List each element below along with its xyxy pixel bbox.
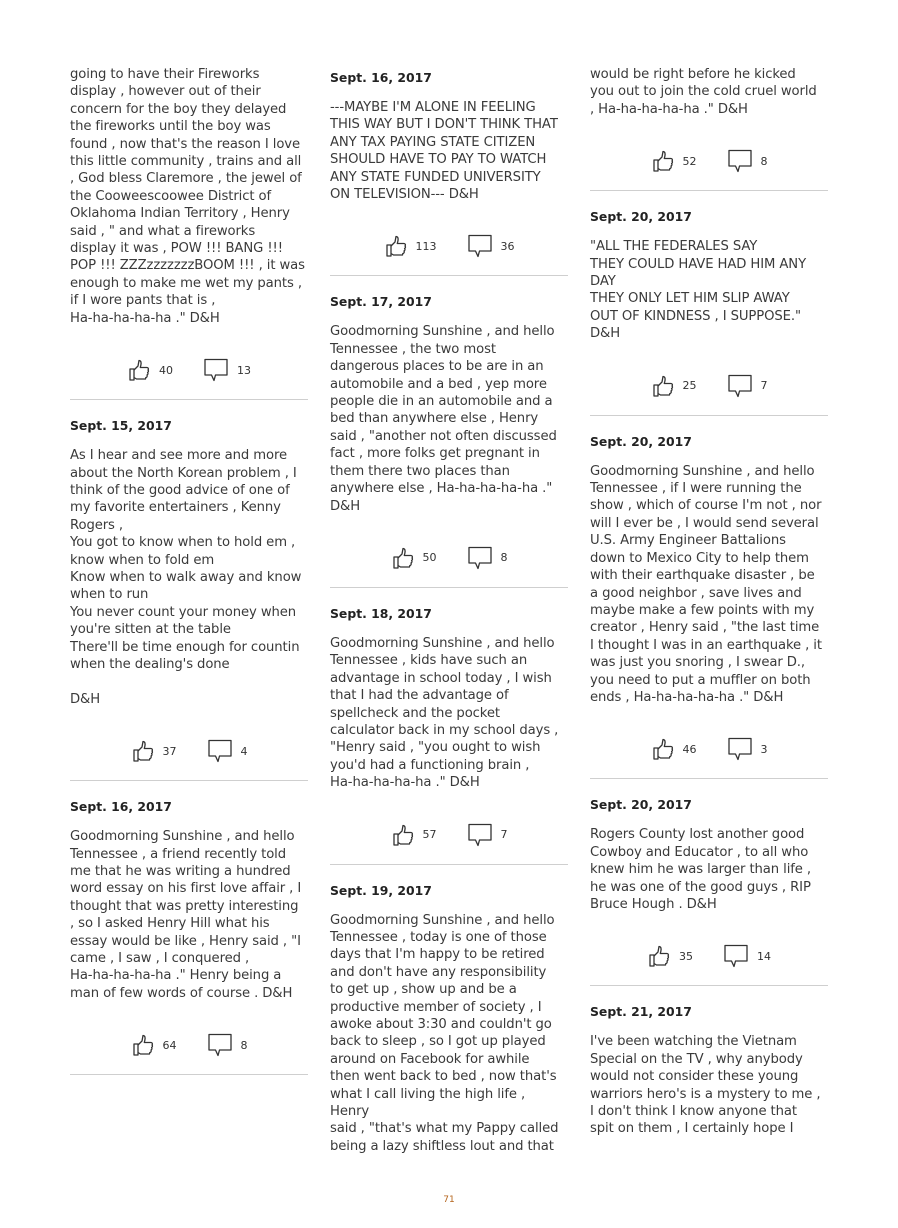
like-count-value: 37 bbox=[162, 744, 177, 758]
post-reactions bbox=[330, 533, 568, 588]
column-1 bbox=[70, 66, 308, 1075]
post-text: Goodmorning Sunshine , and hello Tennessee , the two most dangerous places to be are in an automobile and a bed , yep more people die in an automobile and a bed than anywhere else , Henry said , "another not often discussed fact , more folks get pregnant in them there two places than anywhere else , Ha-ha-ha-ha-ha ." D&H bbox=[330, 324, 557, 514]
post-text: ---MAYBE I'M ALONE IN FEELING THIS WAY BUT I DON'T THINK THAT ANY TAX PAYING STATE CITIZEN SHOULD HAVE TO PAY TO WATCH ANY STATE FUNDED UNIVERSITY ON TELEVISION--- D&H bbox=[330, 100, 558, 203]
post bbox=[330, 294, 568, 587]
comment-count[interactable] bbox=[207, 1032, 248, 1058]
like-count-value: 113 bbox=[415, 239, 437, 253]
post-text: Goodmorning Sunshine , and hello Tennessee , today is one of those days that I'm happy to be retired and don't have any responsibility to get up , show up and be a productive member of society , I awoke about 3:30 and couldn't go back to sleep , so I got up played around on Facebook for awhile then went back to bed , now that's what I call living the high life , Henry said , "that's what my Pappy called being a lazy shiftless lout and that bbox=[330, 912, 559, 1154]
comment-bubble-icon[interactable] bbox=[207, 1032, 233, 1058]
like-count[interactable] bbox=[391, 546, 437, 570]
like-count-value: 50 bbox=[422, 551, 437, 565]
post bbox=[590, 797, 828, 986]
comment-count[interactable] bbox=[727, 148, 768, 174]
comment-bubble-icon[interactable] bbox=[203, 357, 229, 383]
post-continued bbox=[590, 66, 828, 191]
like-count[interactable] bbox=[651, 374, 697, 398]
comment-count-value: 7 bbox=[500, 828, 508, 842]
thumbs-up-icon[interactable] bbox=[651, 149, 675, 173]
post-date: Sept. 16, 2017 bbox=[330, 70, 432, 85]
like-count-value: 57 bbox=[422, 828, 437, 842]
post-text: would be right before he kicked you out to join the cold cruel world , Ha-ha-ha-ha-ha ." D&H bbox=[590, 67, 817, 117]
like-count-value: 46 bbox=[682, 742, 697, 756]
comment-bubble-icon[interactable] bbox=[727, 373, 753, 399]
like-count-value: 64 bbox=[162, 1038, 177, 1052]
comment-count-value: 8 bbox=[760, 154, 768, 168]
like-count[interactable] bbox=[384, 234, 437, 258]
post-date: Sept. 21, 2017 bbox=[590, 1004, 692, 1020]
like-count-value: 40 bbox=[159, 363, 173, 377]
like-count-value: 25 bbox=[682, 379, 697, 393]
column-2 bbox=[330, 66, 568, 1155]
post-reactions bbox=[70, 345, 308, 400]
post bbox=[590, 1004, 828, 1137]
post bbox=[70, 799, 308, 1075]
thumbs-up-icon[interactable] bbox=[647, 944, 671, 968]
post-text: Goodmorning Sunshine , and hello Tennessee , if I were running the show , which of course I'm not , nor will I ever be , I would send several U.S. Army Engineer Battalions down to Mexico City to help them with their earthquake disaster , be a good neighbor , save lives and maybe make a few points with my creator , Henry said , "the last time I thought I was in an earthquake , it was just you snoring , I swear D., you need to put a muffler on both ends , Ha-ha-ha-ha-ha ." D&H bbox=[590, 463, 822, 705]
comment-count-value: 14 bbox=[757, 949, 771, 963]
like-count-value: 35 bbox=[679, 949, 693, 963]
comment-count-value: 8 bbox=[240, 1038, 248, 1052]
comment-count[interactable] bbox=[203, 357, 251, 383]
post-reactions bbox=[70, 726, 308, 781]
comment-count[interactable] bbox=[207, 738, 248, 764]
post-text: Goodmorning Sunshine , and hello Tennessee , kids have such an advantage in school today , I wish that I had the advantage of spellcheck and the pocket calculator back in my school days , "Henry said , "you ought to wish you'd had a functioning brain , Ha-ha-ha-ha-ha ." D&H bbox=[330, 635, 559, 791]
comment-count[interactable] bbox=[467, 233, 515, 259]
thumbs-up-icon[interactable] bbox=[391, 823, 415, 847]
thumbs-up-icon[interactable] bbox=[651, 737, 675, 761]
post-date: Sept. 18, 2017 bbox=[330, 605, 432, 621]
post-reactions bbox=[590, 361, 828, 416]
post-text: going to have their Fireworks display , however out of their concern for the boy they delayed the fireworks until the boy was found , now that's the reason I love this little community , trains and all , God bless Claremore , the jewel of the Cooweescoowee District of Oklahoma Indian Territory , Henry said , " and what a fireworks display it was , POW !!! BANG !!! POP !!! ZZZzzzzzzzBOOM !!! , it was enough to make me wet my pants , if I wore pants that is , Ha-ha-ha-ha-ha ." D&H bbox=[70, 67, 305, 326]
like-count-value: 52 bbox=[682, 154, 697, 168]
post bbox=[330, 883, 568, 1156]
post-reactions bbox=[330, 221, 568, 276]
comment-bubble-icon[interactable] bbox=[727, 148, 753, 174]
post-reactions bbox=[590, 136, 828, 191]
post-text: As I hear and see more and more about the North Korean problem , I think of the good advice of one of my favorite entertainers , Kenny Rogers , You got to know when to hold em , know when to fold em Know when to walk away and know when to run You never count your money when you're sitten at the table There'll be time enough for countin when the dealing's done D&H bbox=[70, 448, 302, 707]
like-count[interactable] bbox=[651, 737, 697, 761]
post-text: I've been watching the Vietnam Special on the TV , why anybody would not consider these young warriors hero's is a mystery to me , I don't think I know anyone that spit on them , I certainly hope I bbox=[590, 1034, 821, 1137]
thumbs-up-icon[interactable] bbox=[127, 358, 151, 382]
comment-bubble-icon[interactable] bbox=[467, 822, 493, 848]
post-continued bbox=[70, 66, 308, 400]
post-date: Sept. 19, 2017 bbox=[330, 882, 432, 898]
comment-count-value: 7 bbox=[760, 379, 768, 393]
comment-count-value: 8 bbox=[500, 551, 508, 565]
comment-count[interactable] bbox=[727, 736, 768, 762]
post-text: Goodmorning Sunshine , and hello Tennessee , a friend recently told me that he was writing a hundred word essay on his first love affair , I thought that was pretty interesting , so I asked Henry Hill what his essay would be like , Henry said , "I came , I saw , I conquered , Ha-ha-ha-ha-ha ." Henry being a man of few words of course . D&H bbox=[70, 829, 302, 1001]
comment-bubble-icon[interactable] bbox=[467, 233, 493, 259]
post bbox=[70, 418, 308, 781]
thumbs-up-icon[interactable] bbox=[651, 374, 675, 398]
post-reactions bbox=[590, 931, 828, 986]
post-date: Sept. 20, 2017 bbox=[590, 433, 692, 449]
post-reactions bbox=[590, 724, 828, 779]
comment-count-value: 3 bbox=[760, 742, 768, 756]
comment-count-value: 4 bbox=[240, 744, 248, 758]
like-count[interactable] bbox=[127, 358, 173, 382]
post-date: Sept. 20, 2017 bbox=[590, 797, 692, 813]
comment-count[interactable] bbox=[723, 943, 771, 969]
like-count[interactable] bbox=[131, 1033, 177, 1057]
thumbs-up-icon[interactable] bbox=[384, 234, 408, 258]
comment-count-value: 13 bbox=[237, 363, 251, 377]
post bbox=[590, 209, 828, 415]
like-count[interactable] bbox=[391, 823, 437, 847]
post bbox=[330, 606, 568, 865]
comment-bubble-icon[interactable] bbox=[467, 545, 493, 571]
post-date: Sept. 17, 2017 bbox=[330, 294, 432, 310]
like-count[interactable] bbox=[647, 944, 693, 968]
like-count[interactable] bbox=[131, 739, 177, 763]
post-text: "ALL THE FEDERALES SAY THEY COULD HAVE HAD HIM ANY DAY THEY ONLY LET HIM SLIP AWAY OUT OF KINDNESS , I SUPPOSE." D&H bbox=[590, 239, 807, 342]
post bbox=[590, 434, 828, 780]
column-3 bbox=[590, 66, 828, 1138]
comment-bubble-icon[interactable] bbox=[723, 943, 749, 969]
post-reactions bbox=[330, 810, 568, 865]
page-number: 71 bbox=[443, 1195, 455, 1205]
post bbox=[330, 70, 568, 276]
comment-count[interactable] bbox=[467, 822, 508, 848]
comment-count-value: 36 bbox=[500, 239, 515, 253]
thumbs-up-icon[interactable] bbox=[391, 546, 415, 570]
post-date: Sept. 15, 2017 bbox=[70, 418, 172, 434]
comment-bubble-icon[interactable] bbox=[207, 738, 233, 764]
like-count[interactable] bbox=[651, 149, 697, 173]
thumbs-up-icon[interactable] bbox=[131, 739, 155, 763]
comment-bubble-icon[interactable] bbox=[727, 736, 753, 762]
comment-count[interactable] bbox=[727, 373, 768, 399]
post-date: Sept. 16, 2017 bbox=[70, 799, 172, 815]
post-reactions bbox=[70, 1020, 308, 1075]
post-text: Rogers County lost another good Cowboy and Educator , to all who knew him he was larger than life , he was one of the good guys , RIP Bruce Hough . D&H bbox=[590, 827, 812, 912]
thumbs-up-icon[interactable] bbox=[131, 1033, 155, 1057]
post-date: Sept. 20, 2017 bbox=[590, 209, 692, 225]
comment-count[interactable] bbox=[467, 545, 508, 571]
